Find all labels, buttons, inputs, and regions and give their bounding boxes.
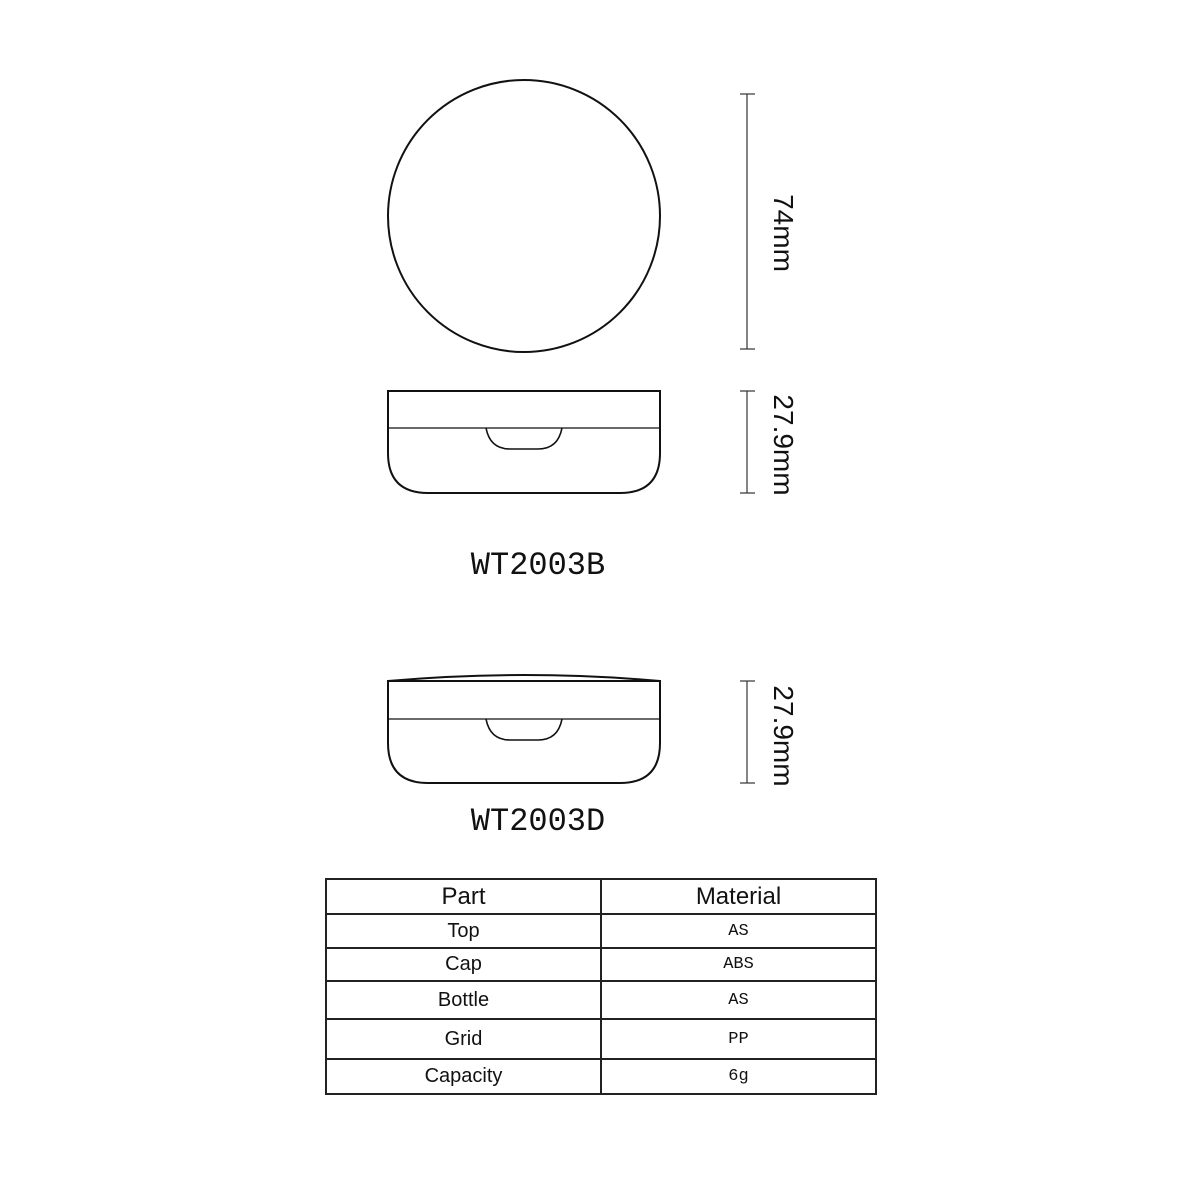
table-row [326,1059,876,1094]
material-cell: ABS [601,948,876,981]
part-cell: Cap [326,948,601,981]
header-part: Part [326,879,601,914]
dimension-27-9mm-b-label: 27.9mm [768,394,799,496]
side-view-d [388,675,660,783]
table-row [326,914,876,948]
part-cell: Capacity [326,1059,601,1094]
header-material: Material [601,879,876,914]
dimension-74mm-label: 74mm [768,194,799,272]
material-table [325,878,877,1095]
material-cell: AS [601,914,876,948]
model-label-d: WT2003D [470,803,606,840]
part-cell: Bottle [326,981,601,1019]
model-label-b: WT2003B [470,547,606,584]
table-header-row [326,879,876,914]
dimension-27-9mm-d [740,681,755,783]
dimension-74mm [740,94,755,349]
table-row [326,981,876,1019]
dimension-27-9mm-b [740,391,755,493]
table-row [326,1019,876,1059]
side-view-b [388,391,660,493]
material-cell: AS [601,981,876,1019]
material-cell: PP [601,1019,876,1059]
dimension-27-9mm-d-label: 27.9mm [768,685,799,787]
top-view-circle [388,80,660,352]
part-cell: Top [326,914,601,948]
part-cell: Grid [326,1019,601,1059]
table-row [326,948,876,981]
material-cell: 6g [601,1059,876,1094]
